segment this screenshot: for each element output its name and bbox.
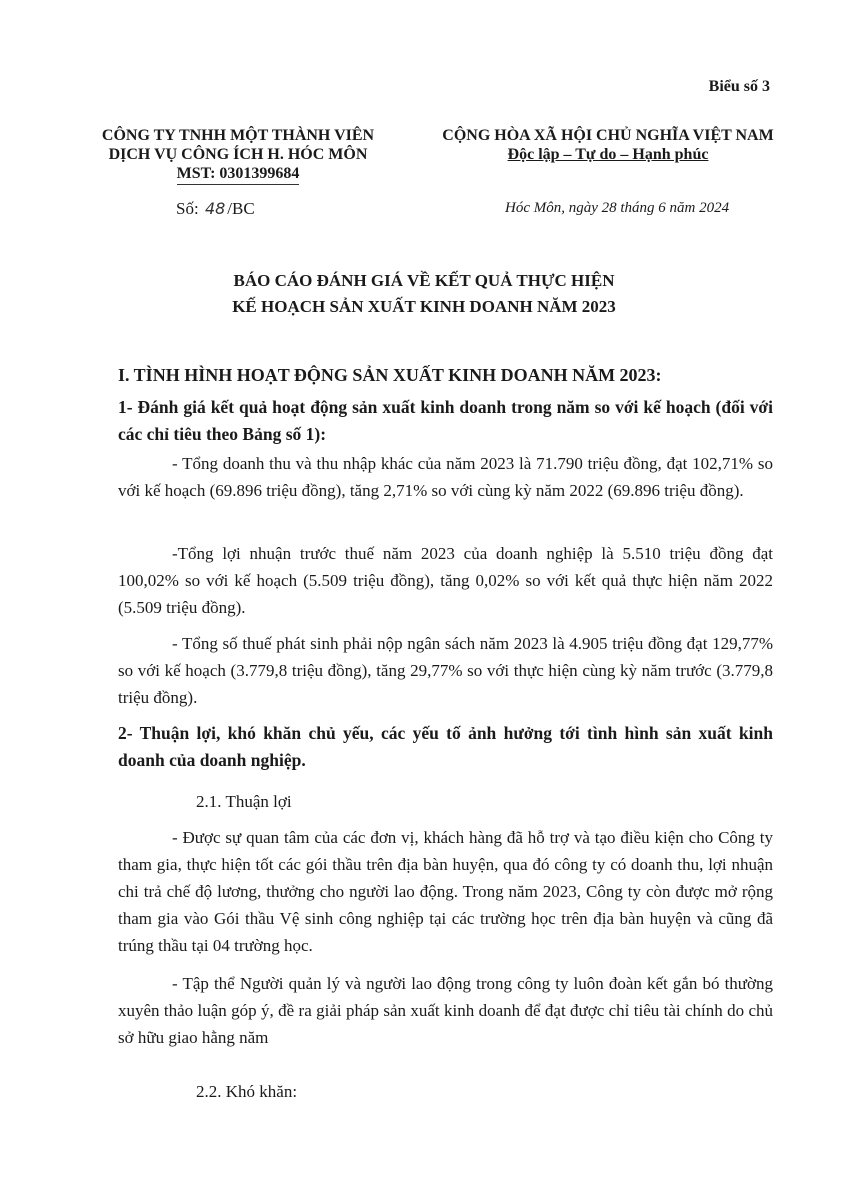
label-difficulties: 2.2. Khó khăn: — [196, 1082, 298, 1101]
tax-code: MST: 0301399684 — [177, 164, 300, 185]
org-name-line2: DỊCH VỤ CÔNG ÍCH H. HÓC MÔN — [108, 146, 368, 163]
subsection-heading: 2- Thuận lợi, khó khăn chủ yếu, các yếu tố ảnh hưởng tới tình hình sản xuất kinh doanh của doanh nghiệp. — [118, 723, 773, 770]
paragraph-tax: - Tổng số thuế phát sinh phải nộp ngân sách năm 2023 là 4.905 triệu đồng đạt 129,77% so với kế hoạch (3.779,8 triệu đồng), tăng 29,77% so với thực hiện cùng kỳ năm trước (3.779,8 triệu đồng). — [118, 634, 773, 707]
subsection-2-heading — [118, 720, 773, 774]
national-header — [418, 126, 798, 164]
organization-header — [88, 126, 388, 185]
subsection-heading: 1- Đánh giá kết quả hoạt động sản xuất kinh doanh trong năm so với kế hoạch (đối với các chỉ tiêu theo Bảng số 1): — [118, 397, 773, 444]
section-1-heading — [118, 362, 773, 389]
national-motto: Độc lập – Tự do – Hạnh phúc — [507, 146, 709, 163]
doc-number-suffix: /BC — [227, 199, 255, 218]
org-name-line1: CÔNG TY TNHH MỘT THÀNH VIÊN — [101, 127, 375, 144]
doc-number-prefix: Số: — [176, 199, 199, 218]
document-number — [176, 199, 255, 219]
form-number: Biểu số 3 — [708, 78, 770, 95]
section-heading: I. TÌNH HÌNH HOẠT ĐỘNG SẢN XUẤT KINH DOANH NĂM 2023: — [118, 365, 662, 385]
paragraph-advantages-2: - Tập thể Người quản lý và người lao động trong công ty luôn đoàn kết gắn bó thường xuyên thảo luận góp ý, đề ra giải pháp sản xuất kinh doanh để đạt được chỉ tiêu tài chính do chủ sở hữu giao hằng năm — [118, 974, 773, 1047]
date-line: Hóc Môn, ngày 28 tháng 6 năm 2024 — [505, 200, 730, 216]
nation-name: CỘNG HÒA XÃ HỘI CHỦ NGHĨA VIỆT NAM — [442, 127, 774, 144]
paragraph-profit: -Tổng lợi nhuận trước thuế năm 2023 của doanh nghiệp là 5.510 triệu đồng đạt 100,02% so với kế hoạch (5.509 triệu đồng), tăng 0,02% so với kết quả thực hiện năm 2022 (5.509 triệu đồng). — [118, 544, 773, 617]
doc-number-handwritten: 48 — [204, 199, 226, 218]
subsection-1-heading — [118, 394, 773, 448]
paragraph-advantages-1: - Được sự quan tâm của các đơn vị, khách hàng đã hỗ trợ và tạo điều kiện cho Công ty tham gia, thực hiện tốt các gói thầu trên địa bàn huyện, qua đó công ty có doanh thu, lợi nhuận chi trả chế độ lương, thưởng cho người lao động. Trong năm 2023, Công ty còn được mở rộng tham gia vào Gói thầu Vệ sinh công nghiệp tại các trường học trên địa bàn huyện và cũng đã trúng thầu tại 04 trường học. — [118, 828, 773, 955]
title-line2: KẾ HOẠCH SẢN XUẤT KINH DOANH NĂM 2023 — [232, 297, 616, 316]
title-line1: BÁO CÁO ĐÁNH GIÁ VỀ KẾT QUẢ THỰC HIỆN — [233, 271, 615, 290]
label-advantages: 2.1. Thuận lợi — [196, 792, 292, 811]
paragraph-revenue: - Tổng doanh thu và thu nhập khác của năm 2023 là 71.790 triệu đồng, đạt 102,71% so với kế hoạch (69.896 triệu đồng), tăng 2,71% so với cùng kỳ năm 2022 (69.896 triệu đồng). — [118, 454, 773, 500]
report-title — [60, 268, 788, 320]
